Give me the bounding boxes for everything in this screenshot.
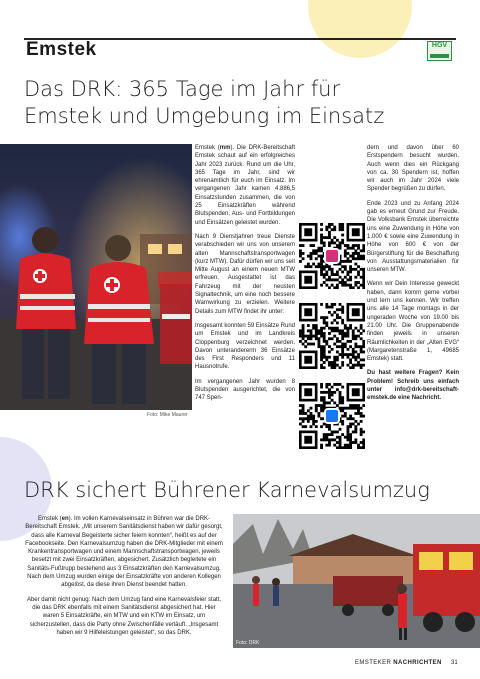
facebook-icon xyxy=(324,408,340,424)
hgv-logo-bar xyxy=(430,54,449,58)
article1-intro-rest: ). Die DRK-Bereitschaft Emstek schaut auf ein erfolgreiches Jahr 2023 zurück. Rund um die Uhr, 365 Tage im Jahr, sind wir ehrenamtlich für euch im Einsatz. Im vergangenen Jahr kamen 4.886,5 Einsatzstunden zusammen, die von 25 Einsatzkräften während Blutspenden, Aus- und Fortbildungen und Einsätzen geleistet wurden. xyxy=(195,145,296,226)
instagram-icon xyxy=(324,248,340,264)
hgv-logo-text: HGV xyxy=(431,42,448,49)
footer-brand-bold: NACHRICHTEN xyxy=(393,660,442,666)
carnival-parade-photo-illustration xyxy=(233,514,480,648)
article1-author-abbr: mm xyxy=(219,145,231,151)
page-number: 31 xyxy=(451,660,458,666)
article1-col2-paragraph3: Wenn wir Dein Interesse geweckt haben, dann komm gerne vorbei und lern uns kennen. Wir treffen uns alle 14 Tage montags in der ungeraden Woche von 19.00 bis 21.00 Uhr. Die Gruppenabende finden jeweils in unseren Räumlichkeiten in der „Alten EVG“ (Margaretenstraße 1, 49685 Emstek) statt. xyxy=(367,281,459,363)
article1-contact-callout xyxy=(367,369,459,402)
article1-intro-name: Emstek ( xyxy=(195,145,220,151)
article1-photo xyxy=(0,144,192,410)
article1-contact-text: Du hast weitere Fragen? Kein Problem! Schreib uns einfach unter info@drk-bereitschaft-emstek.de eine Nachricht. xyxy=(367,370,459,402)
article2-photo-credit: Foto: DRK xyxy=(236,640,260,646)
qr-code-facebook[interactable] xyxy=(299,383,365,449)
footer-brand xyxy=(355,660,442,666)
qr-code-mtw[interactable] xyxy=(299,303,365,369)
article1-col2-paragraph1: dern und davon über 60 Erstspendern besucht wurden. Auch wenn dies ein Rückgang von ca. 30 Spendern ist, hoffen wir auch im Jahr 2024 viele Spender begrüßen zu dürfen. xyxy=(367,145,459,193)
article2-paragraph2: Aber damit nicht genug: Nach dem Umzug fand eine Karnevalsfeier statt, die das DRK ebenfalls mit einem Sanitätsdienst abgesichert hat. Hier waren 5 Einsatzkräfte, ein MTW und ein KTW im Einsatz, um sicherzustellen, dass die Party ohne Zwischenfälle verläuft. „Insgesamt haben wir 9 Hilfeleistungen geleistet“, so das DRK. xyxy=(26,596,222,636)
footer-brand-light: EMSTEKER xyxy=(355,660,394,666)
article2-intro-name: Emstek ( xyxy=(37,516,62,522)
hgv-logo xyxy=(427,41,452,61)
article2-author-abbr: en xyxy=(61,516,69,522)
qr-code-instagram[interactable] xyxy=(299,223,365,289)
article1-col2-paragraph2: Ende 2023 und zu Anfang 2024 gab es erneut Grund zur Freude. Die Volksbank Emstek überreichte uns eine Zuwendung in Höhe von 1.000 € sowie eine Zuwendung in Höhe von 600 € von der Bürgerstiftung für die Beschaffung von Ausstattungsmaterialien für unseren MTW. xyxy=(367,200,459,274)
article1-headline-line1: Das DRK: 365 Tage im Jahr für xyxy=(24,77,341,101)
article1-col1-paragraph2: Nach 9 Dienstjahren treue Dienste verabschieden wir uns von unserem alten Mannschaftstransportwagen (kurz MTW). Dafür dürfen wir uns seit Mitte August an einem neuen MTW erfreuen. Ausgestattet ist das Fahrzeug mit der neusten Signaltechnik, um eine noch bessere Warnwirkung zu erzielen. Weitere Details zum MTW findet ihr unter: xyxy=(195,233,295,315)
article1-headline-line2: Emstek und Umgebung im Einsatz xyxy=(24,104,385,128)
article2-paragraph1 xyxy=(24,515,224,590)
article1-col1-paragraph1 xyxy=(195,144,295,227)
article1-column2 xyxy=(367,144,459,409)
article1-photo-credit: Foto: Mike Maurer xyxy=(147,412,188,418)
qr-code-icon xyxy=(299,303,365,369)
article1-col1-paragraph3: Insgesamt konnten 59 Einsätze Rund um Emstek und im Landkreis Cloppenburg verzeichnet werden. Davon unterandererm 36 Einsätze des First Responders und 11 Hausnotrufe. xyxy=(195,322,295,371)
article2-intro-rest: ). Im vollen Karnevalseinsatz in Bühren war die DRK-Bereitschaft Emstek. „Mit unserem Sanitätsdienst haben wir dafür gesorgt, dass alle Karneval Begeisterte sicher feiern konnten“, heißt es auf der Facebookseite. Den Karnevalsumzug haben die DRK-Mitglieder mit einem Krankentransportwagen und einem Mannschaftstransportwagen, jeweils besetzt mit zwei Einsatzkräften, abgesichert. Zusätzlich begleitete ein Sanitäts-Fußtrupp bestehend aus 3 Einsatzkräften den Karnevalsumzug. Nach dem Umzug wurden einige der Einsatzkräfte von anderen Kollegen abgelöst, da diese ihren Dienst beendet hatten. xyxy=(25,516,223,589)
paramedics-photo-illustration xyxy=(0,144,192,410)
section-title: Emstek xyxy=(26,39,97,60)
article2-headline: DRK sichert Bührener Karnevalsumzug xyxy=(24,478,430,502)
article1-headline xyxy=(24,76,464,130)
decorative-circle-yellow xyxy=(308,0,412,58)
article2-photo xyxy=(233,514,480,648)
article1-col1-paragraph4: Im vergangenen Jahr wurden 8 Blutspenden ausgerichtet, die von 747 Spen- xyxy=(195,378,295,402)
article1-column1 xyxy=(195,144,295,409)
article2-body xyxy=(24,515,224,643)
